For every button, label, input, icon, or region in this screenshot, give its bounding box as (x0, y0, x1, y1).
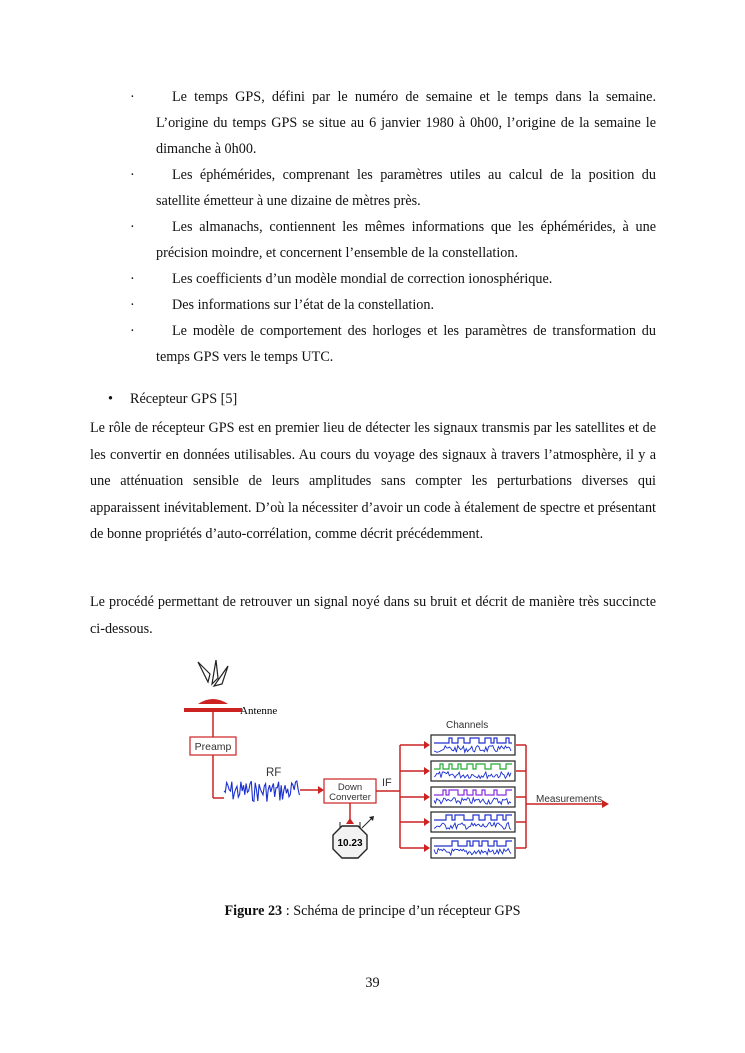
figure-caption (0, 903, 745, 920)
incoming-signal-icon (198, 660, 228, 686)
bullet-dot: · (130, 219, 135, 235)
paragraph: Le procédé permettant de retrouver un signal noyé dans su bruit et décrit de manière très succincte ci-dessous. (90, 594, 656, 637)
data-items-list (90, 84, 656, 370)
channel-box (431, 787, 515, 807)
figure-caption-label: Figure 23 (224, 903, 283, 919)
rf-signal-waveform (224, 781, 299, 802)
bullet-disc: • (108, 391, 113, 407)
bullet-dot: · (130, 323, 135, 339)
antenna-icon (184, 699, 242, 738)
preamp-label: Preamp (194, 741, 232, 753)
down-converter-label-2: Converter (329, 792, 371, 803)
branch-arrow (424, 767, 430, 775)
channel-box (431, 735, 515, 755)
list-item (90, 292, 656, 318)
measurements-label: Measurements (536, 794, 603, 805)
list-item-text: Le modèle de comportement des horloges et les paramètres de transformation du temps GPS vers le temps UTC. (156, 323, 656, 365)
down-converter-label-1: Down (337, 782, 363, 793)
oscillator-icon (333, 816, 374, 858)
branch-arrow (424, 741, 430, 749)
list-item-text: Les coefficients d’un modèle mondial de correction ionosphérique. (172, 271, 553, 287)
gps-receiver-diagram (176, 660, 616, 868)
branch-arrow (424, 793, 430, 801)
bullet-dot: · (130, 89, 135, 105)
bullet-dot: · (130, 297, 135, 313)
list-item-text: Le temps GPS, défini par le numéro de semaine et le temps dans la semaine. L’origine du temps GPS se situe au 6 janvier 1980 à 0h00, l’origine de la semaine le dimanche à 0h00. (156, 89, 656, 157)
list-item (90, 214, 656, 266)
channel-box (431, 838, 515, 858)
list-item-text: Les éphémérides, comprenant les paramètres utiles au calcul de la position du satellite émetteur à une dizaine de mètres près. (156, 167, 656, 209)
channel-branches (400, 741, 430, 852)
rf-label: RF (266, 767, 282, 779)
bullet-dot: · (130, 167, 135, 183)
branch-arrow (424, 844, 430, 852)
channel-box (431, 761, 515, 781)
list-item (90, 266, 656, 292)
section-heading-text: Récepteur GPS [5] (130, 391, 238, 407)
list-item (90, 318, 656, 370)
section-heading (108, 386, 237, 412)
channel-box (431, 812, 515, 832)
list-item (90, 84, 656, 162)
oscillator-label: 10.23 (337, 838, 363, 849)
if-label: IF (382, 777, 392, 789)
figure-caption-text: : Schéma de principe d’un récepteur GPS (282, 903, 521, 919)
channels-label: Channels (446, 720, 489, 731)
list-item (90, 162, 656, 214)
bullet-dot: · (130, 271, 135, 287)
paragraph: Le rôle de récepteur GPS est en premier lieu de détecter les signaux transmis par les satellites et de les convertir en données utilisables. Au cours du voyage des signaux à travers l’atmosphère, il y a une atténuation sensible de leurs amplitudes sans compter les perturbations diverses qui apparaissent inévitablement. D’où la nécessiter d’avoir un code à étalement de spectre et présentant de bonne propriétés d’auto-corrélation, comme décrit précédemment. (90, 420, 656, 542)
list-item-text: Les almanachs, contiennent les mêmes informations que les éphémérides, à une précision moindre, et concernent l’ensemble de la constellation. (156, 219, 656, 261)
branch-arrow (424, 818, 430, 826)
list-item-text: Des informations sur l’état de la constellation. (172, 297, 435, 313)
antenna-label: Antenne (240, 705, 278, 717)
page-number: 39 (365, 975, 380, 991)
channels-group (431, 735, 515, 858)
